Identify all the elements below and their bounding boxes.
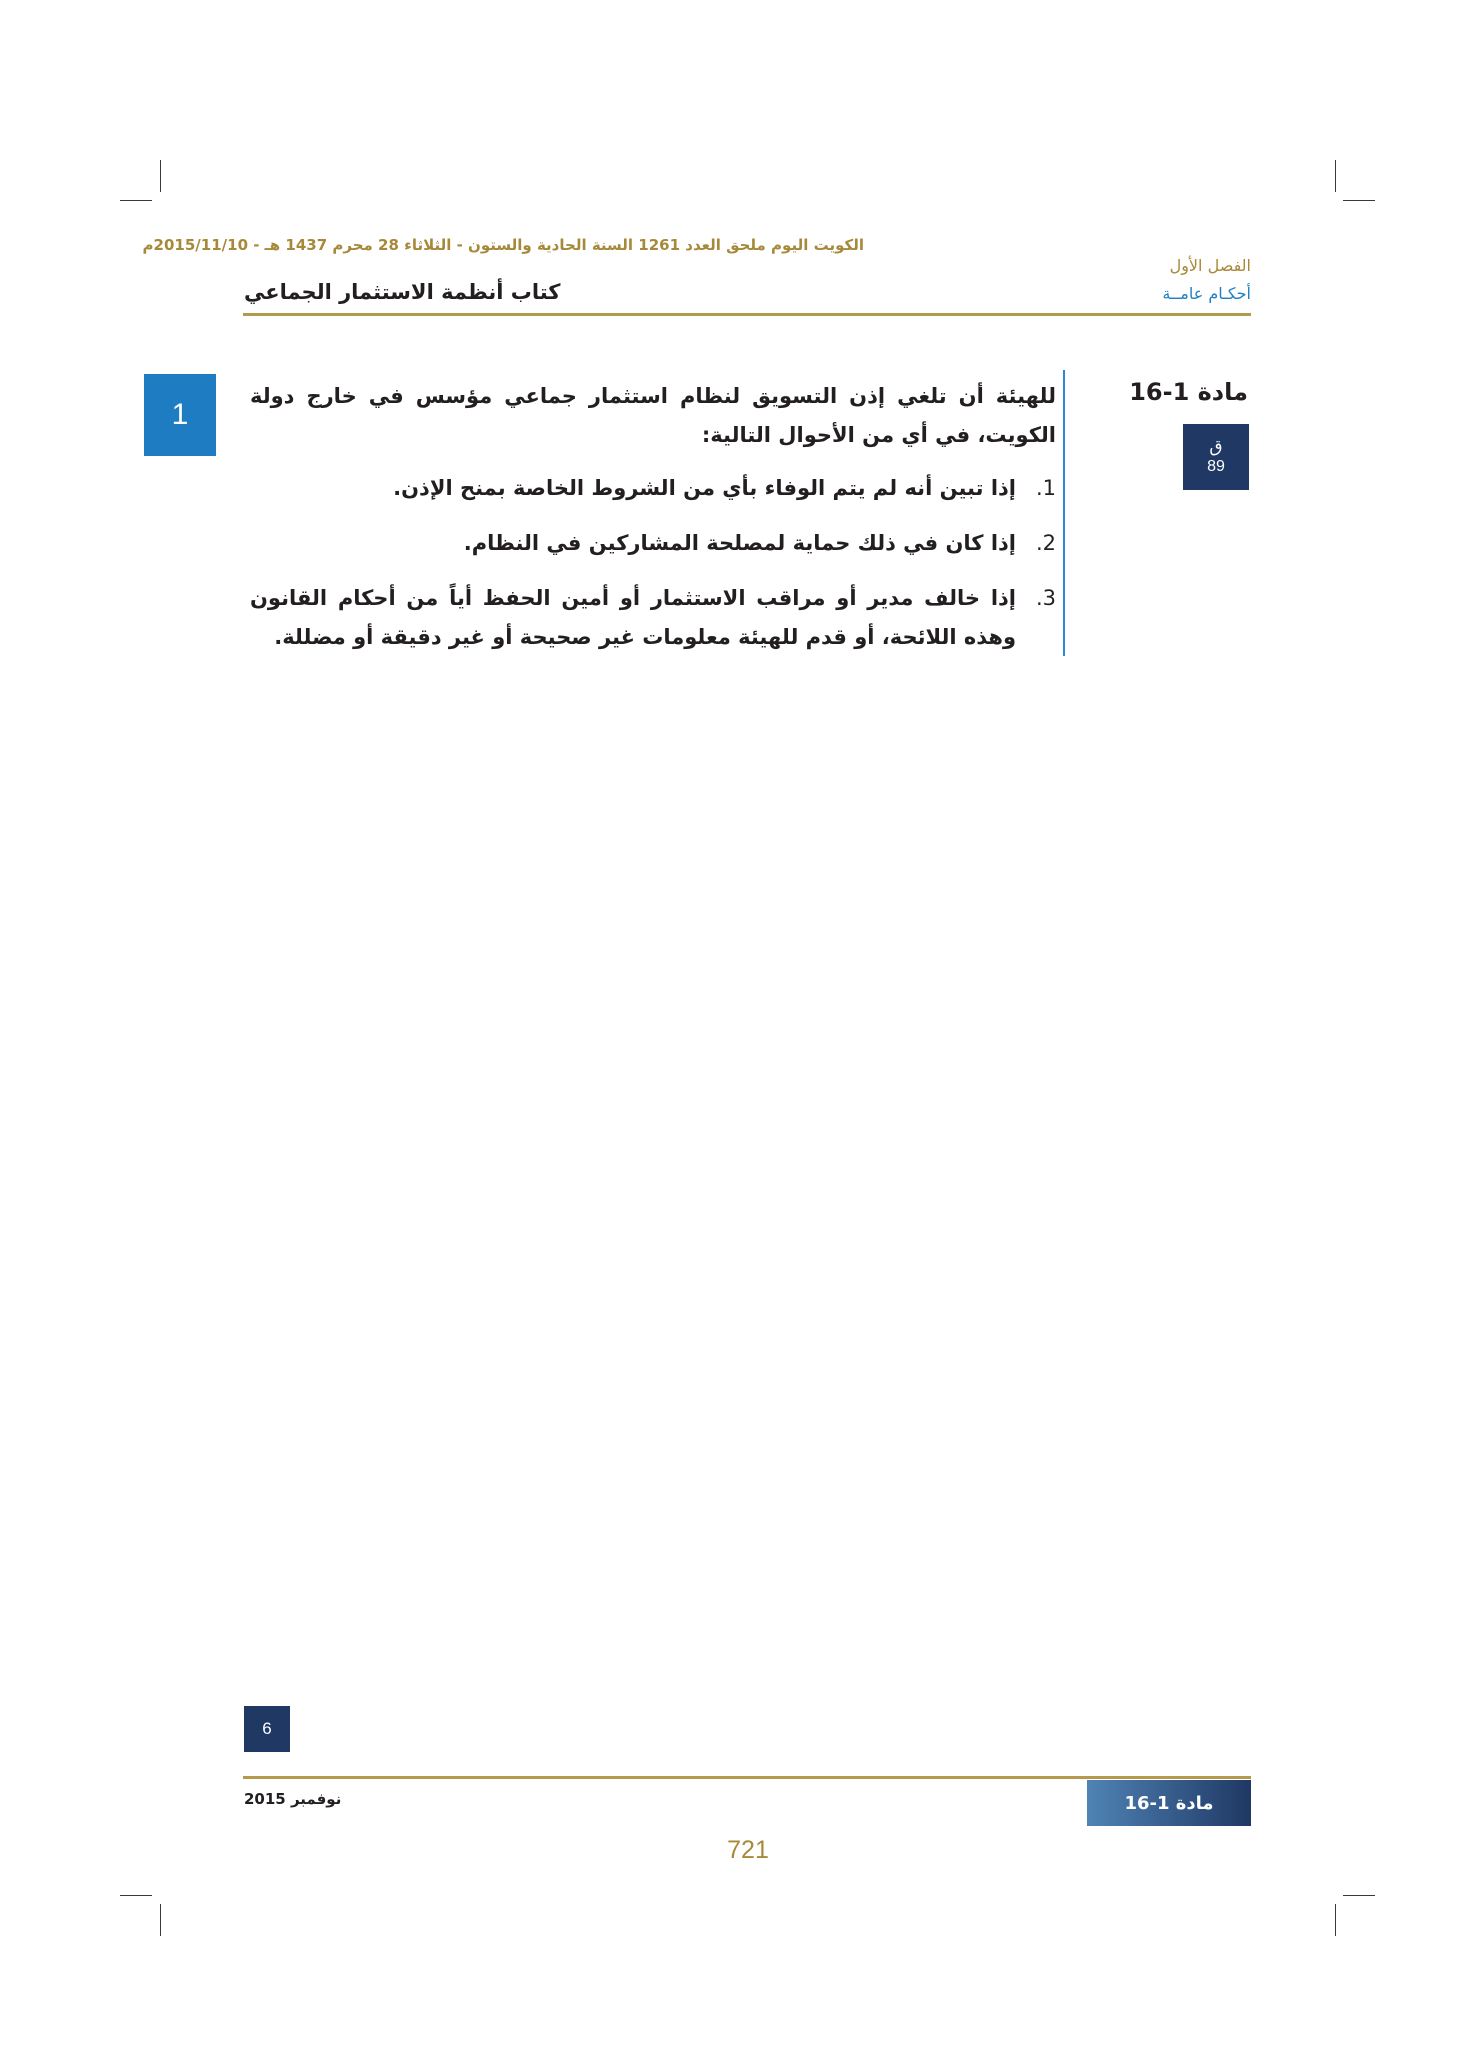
crop-mark xyxy=(1343,200,1375,201)
footer-date: نوفمبر 2015 xyxy=(244,1790,342,1808)
reference-number: 89 xyxy=(1207,457,1225,475)
page-number-badge: 6 xyxy=(244,1706,290,1752)
article-items xyxy=(250,469,1056,657)
footer-article-label: مادة 1-16 xyxy=(1087,1780,1251,1826)
folio-number: 721 xyxy=(727,1836,769,1864)
item-number: 3. xyxy=(1035,586,1056,610)
item-text: إذا كان في ذلك حماية لمصلحة المشاركين في النظام. xyxy=(463,531,1016,555)
item-number: 2. xyxy=(1035,531,1056,555)
reference-badge xyxy=(1183,424,1249,490)
crop-mark xyxy=(1343,1895,1375,1896)
item-text: إذا تبين أنه لم يتم الوفاء بأي من الشروط الخاصة بمنح الإذن. xyxy=(393,476,1016,500)
article-intro: للهيئة أن تلغي إذن التسويق لنظام استثمار جماعي مؤسس في خارج دولة الكويت، في أي من الأحوال التالية: xyxy=(250,384,1056,447)
crop-mark xyxy=(1335,160,1336,192)
crop-mark xyxy=(160,1904,161,1936)
reference-letter: ق xyxy=(1209,437,1223,458)
item-number: 1. xyxy=(1035,476,1056,500)
crop-mark xyxy=(120,200,152,201)
book-title: كتاب أنظمة الاستثمار الجماعي xyxy=(244,280,561,304)
article-title: مادة 1-16 xyxy=(1129,378,1248,406)
crop-mark xyxy=(1335,1904,1336,1936)
footer-divider xyxy=(243,1776,1251,1779)
article-divider xyxy=(1063,370,1065,656)
list-item xyxy=(250,579,1056,657)
chapter-subtitle: أحكـام عامــة xyxy=(1162,284,1251,303)
article-body xyxy=(250,377,1056,673)
list-item xyxy=(250,469,1056,508)
list-item xyxy=(250,524,1056,563)
crop-mark xyxy=(160,160,161,192)
crop-mark xyxy=(120,1895,152,1896)
side-tab: 1 xyxy=(144,374,216,456)
gazette-line: الكويت اليوم ملحق العدد 1261 السنة الحادية والستون - الثلاثاء 28 محرم 1437 هـ - 2015/11/10م xyxy=(142,236,864,254)
item-text: إذا خالف مدير أو مراقب الاستثمار أو أمين الحفظ أياً من أحكام القانون وهذه اللائحة، أو قدم للهيئة معلومات غير صحيحة أو غير دقيقة أو مضللة. xyxy=(250,586,1016,649)
header-divider xyxy=(243,313,1251,316)
chapter-title: الفصل الأول xyxy=(1169,256,1251,275)
